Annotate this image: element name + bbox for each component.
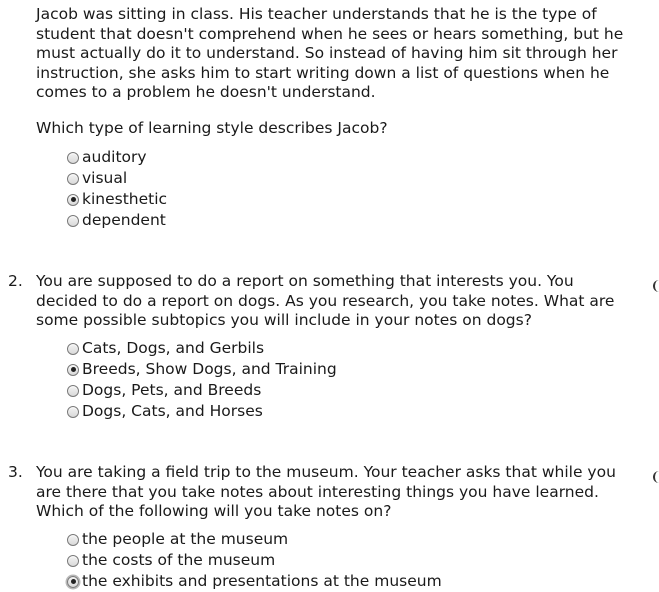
question-1-text: Jacob was sitting in class. His teacher understands that he is the type of student that doesn't comprehend when he sees or hears something, but he must actually do it to understand. So instead of having him sit through her instruction, she asks him to start writing down a list of questions when he comes to a problem he doesn't understand. [36, 5, 624, 101]
option-label: kinesthetic [82, 190, 168, 208]
edge-marker [653, 471, 659, 483]
option-label: dependent [82, 211, 166, 229]
option-label: Dogs, Pets, and Breeds [82, 381, 262, 399]
option-auditory[interactable] [67, 147, 167, 168]
option-dogs-cats-horses[interactable] [67, 401, 337, 422]
option-label: auditory [82, 148, 147, 166]
option-label: Dogs, Cats, and Horses [82, 402, 263, 420]
edge-marker [653, 280, 659, 292]
option-dogs-pets-breeds[interactable] [67, 380, 337, 401]
option-label: Cats, Dogs, and Gerbils [82, 339, 265, 357]
option-label: visual [82, 169, 128, 187]
option-costs-of-museum[interactable] [67, 550, 442, 571]
question-number: 3. [8, 463, 23, 481]
option-label: the exhibits and presentations at the museum [82, 572, 442, 590]
option-exhibits-presentations[interactable] [67, 571, 442, 592]
question-1-prompt: Which type of learning style describes Jacob? [36, 119, 388, 137]
radio-button-selected[interactable] [67, 194, 79, 206]
radio-button-selected[interactable] [67, 364, 79, 376]
question-2-options [67, 338, 337, 422]
question-2-text: You are supposed to do a report on something that interests you. You decided to do a report on dogs. As you research, you take notes. What are some possible subtopics you will include in your notes on dogs? [36, 272, 615, 329]
option-kinesthetic[interactable] [67, 189, 167, 210]
radio-button[interactable] [67, 152, 79, 164]
radio-button[interactable] [67, 343, 79, 355]
radio-button[interactable] [67, 534, 79, 546]
radio-button[interactable] [67, 406, 79, 418]
option-cats-dogs-gerbils[interactable] [67, 338, 337, 359]
option-label: the people at the museum [82, 530, 289, 548]
option-label: Breeds, Show Dogs, and Training [82, 360, 337, 378]
radio-button[interactable] [67, 555, 79, 567]
option-breeds-show-dogs-training[interactable] [67, 359, 337, 380]
question-number: 2. [8, 272, 23, 290]
radio-button[interactable] [67, 385, 79, 397]
option-visual[interactable] [67, 168, 167, 189]
radio-button[interactable] [67, 215, 79, 227]
radio-button[interactable] [67, 173, 79, 185]
option-label: the costs of the museum [82, 551, 276, 569]
radio-button-selected[interactable] [67, 576, 79, 588]
question-3-text: You are taking a field trip to the museum. Your teacher asks that while you are there that you take notes about interesting things you have learned. Which of the following will you take notes on? [36, 463, 616, 520]
question-3-options [67, 529, 442, 592]
option-people-at-museum[interactable] [67, 529, 442, 550]
option-dependent[interactable] [67, 210, 167, 231]
question-1-options [67, 147, 167, 231]
